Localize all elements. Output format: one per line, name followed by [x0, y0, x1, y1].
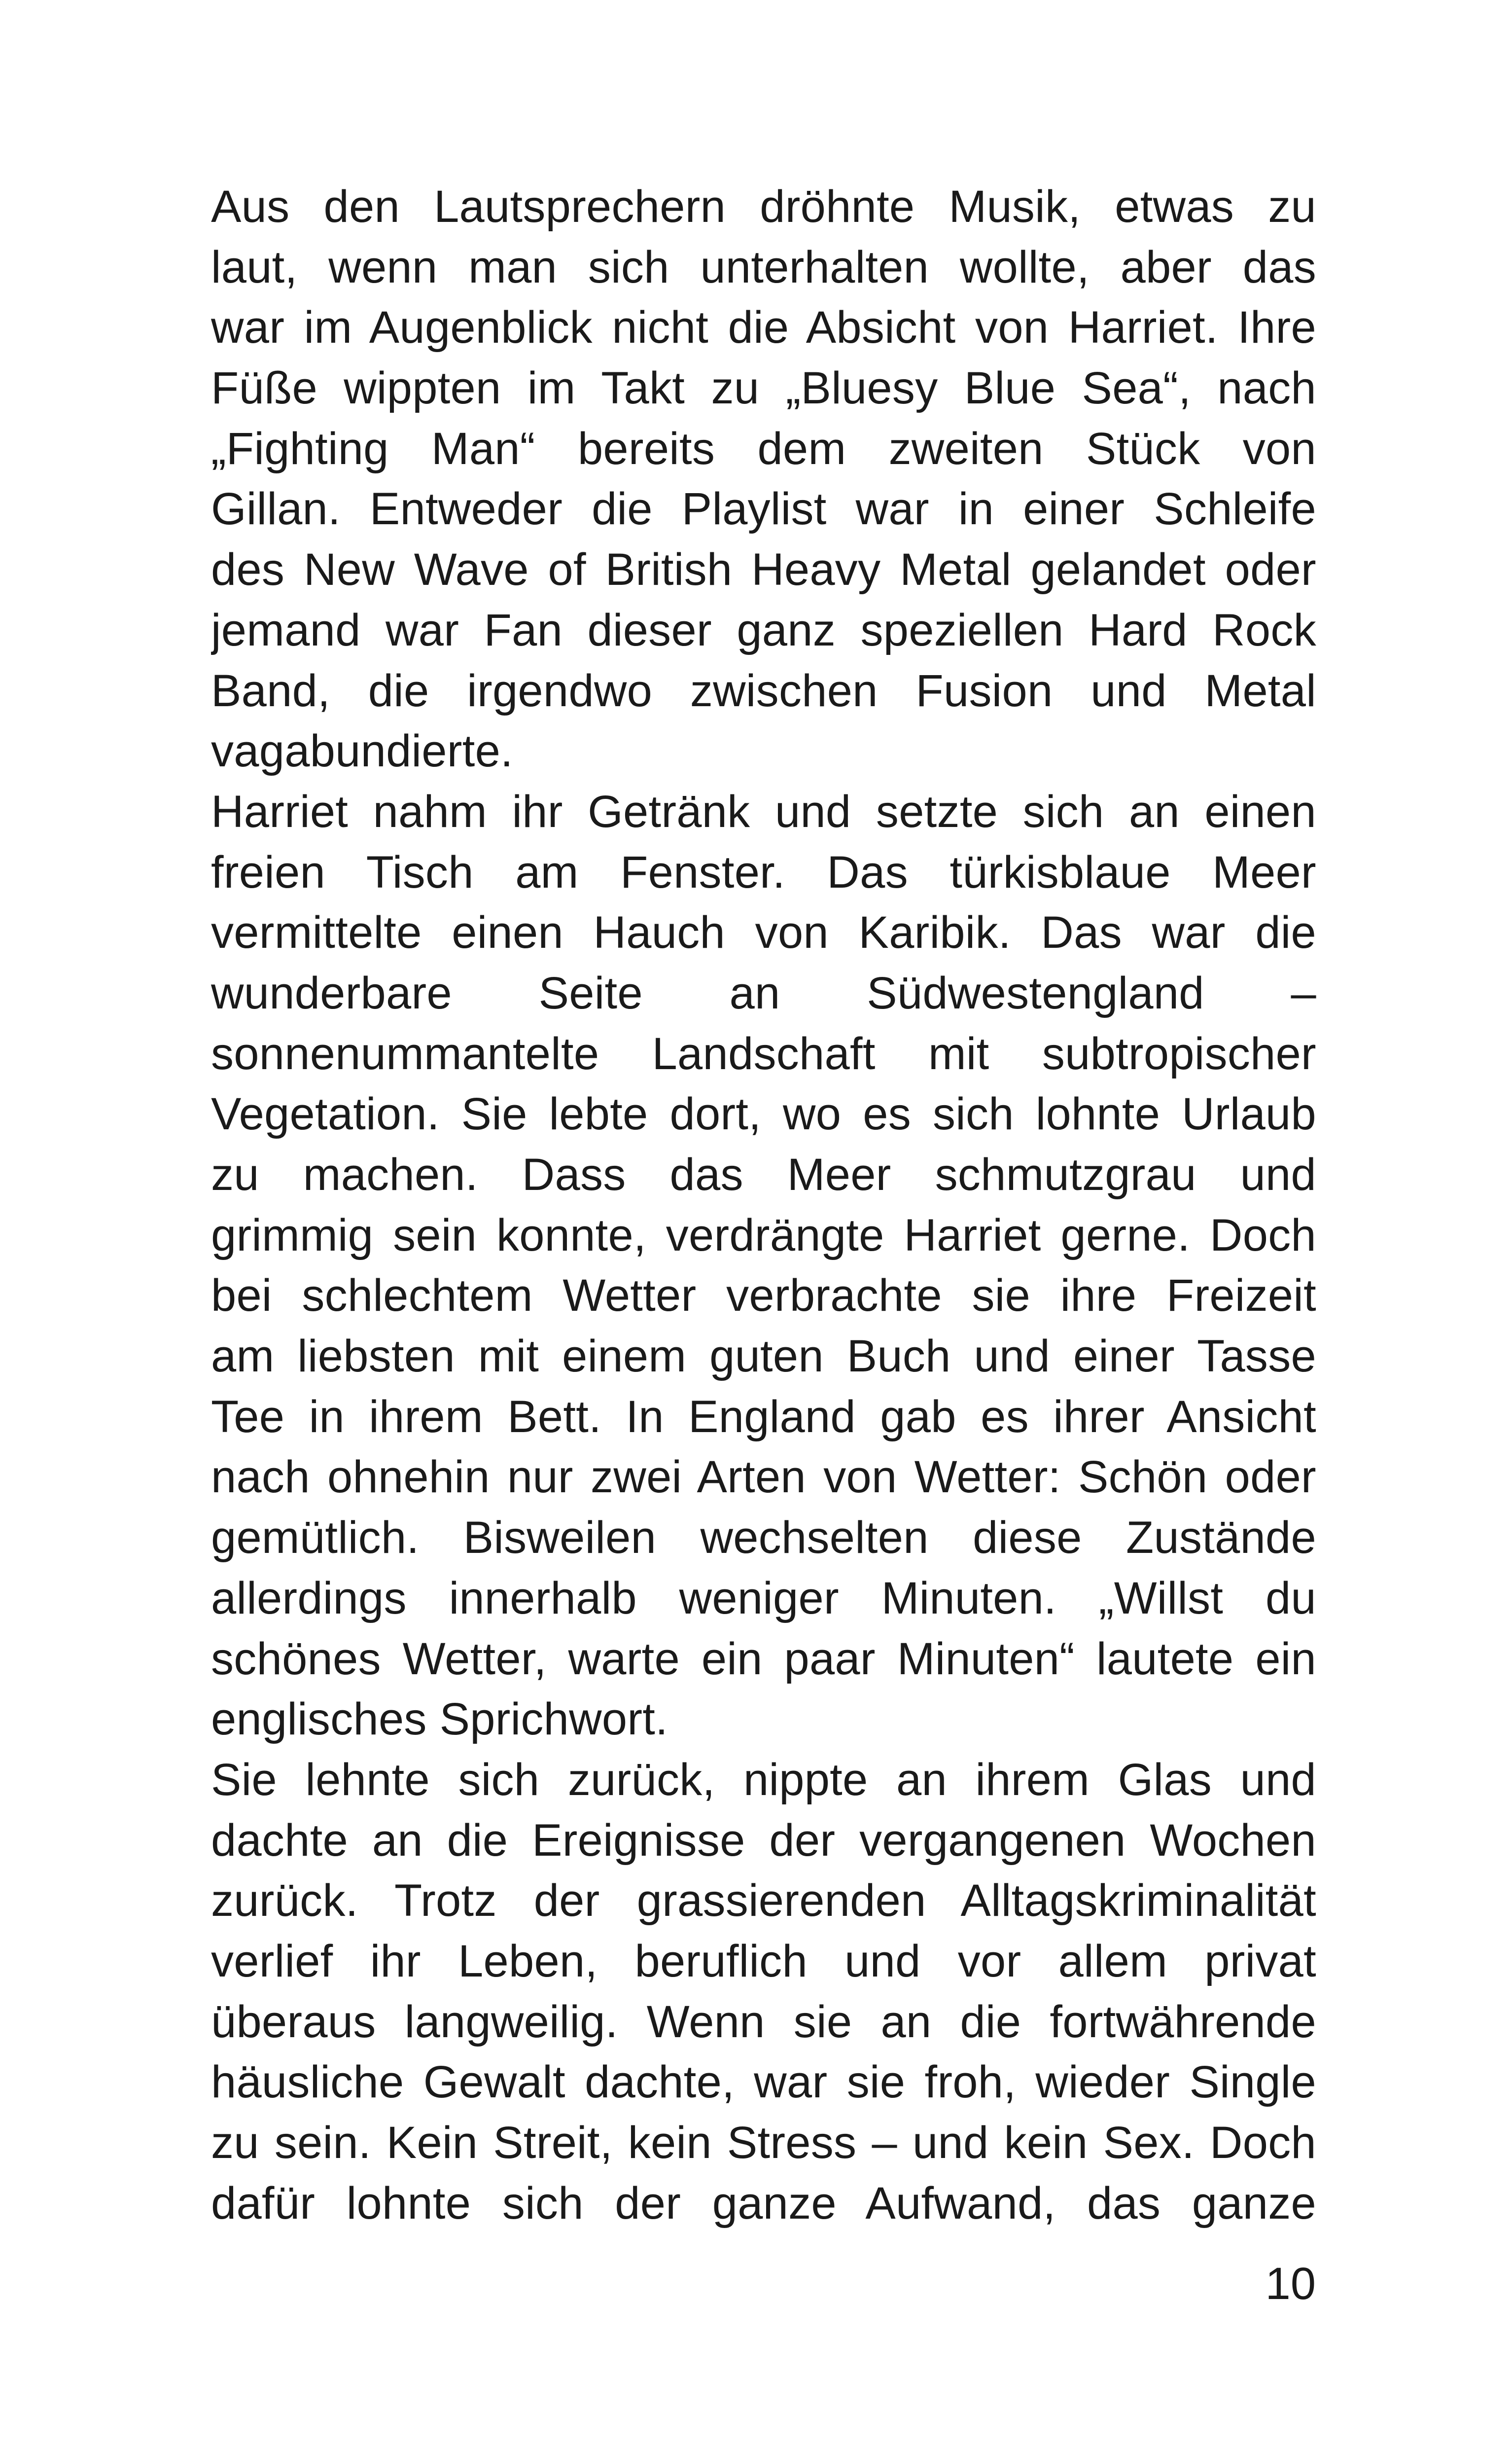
text-line: Harriet nahm ihr Getränk und setzte sich an einen: [211, 786, 1316, 837]
text-line: wunderbare Seite an Südwestengland –: [211, 968, 1316, 1018]
text-line: des New Wave of British Heavy Metal gelandet oder: [211, 544, 1316, 595]
text-line: laut, wenn man sich unterhalten wollte, aber das: [211, 242, 1316, 292]
text-line: Aus den Lautsprechern dröhnte Musik, etwas zu: [211, 181, 1316, 232]
text-line: war im Augenblick nicht die Absicht von Harriet. Ihre: [211, 302, 1316, 353]
text-line: Tee in ihrem Bett. In England gab es ihrer Ansicht: [211, 1391, 1316, 1442]
text-line: häusliche Gewalt dachte, war sie froh, wieder Single: [211, 2057, 1316, 2108]
text-line: vermittelte einen Hauch von Karibik. Das war die: [211, 907, 1316, 958]
text-line: gemütlich. Bisweilen wechselten diese Zustände: [211, 1512, 1316, 1563]
text-line: dafür lohnte sich der ganze Aufwand, das ganze: [211, 2178, 1316, 2229]
text-line: zu sein. Kein Streit, kein Stress – und kein Sex. Doch: [211, 2118, 1316, 2168]
text-line: nach ohnehin nur zwei Arten von Wetter: Schön oder: [211, 1452, 1316, 1503]
text-line: Vegetation. Sie lebte dort, wo es sich lohnte Urlaub: [211, 1089, 1316, 1140]
body-text: [211, 177, 1316, 2233]
text-line: englisches Sprichwort.: [211, 1694, 668, 1745]
text-line: freien Tisch am Fenster. Das türkisblaue Meer: [211, 847, 1316, 898]
text-line: jemand war Fan dieser ganz speziellen Hard Rock: [211, 605, 1316, 655]
text-line: überaus langweilig. Wenn sie an die fortwährende: [211, 1996, 1316, 2047]
text-line: vagabundierte.: [211, 726, 513, 777]
text-line: verlief ihr Leben, beruflich und vor allem privat: [211, 1936, 1316, 1986]
text-line: Füße wippten im Takt zu „Bluesy Blue Sea“, nach: [211, 363, 1316, 414]
text-line: „Fighting Man“ bereits dem zweiten Stück von: [211, 423, 1316, 474]
text-line: sonnenummantelte Landschaft mit subtropischer: [211, 1028, 1316, 1079]
page-number: 10: [1265, 2259, 1316, 2309]
text-line: allerdings innerhalb weniger Minuten. „Willst du: [211, 1573, 1316, 1623]
text-line: dachte an die Ereignisse der vergangenen Wochen: [211, 1815, 1316, 1866]
text-line: zu machen. Dass das Meer schmutzgrau und: [211, 1150, 1316, 1200]
text-line: Band, die irgendwo zwischen Fusion und Metal: [211, 665, 1316, 716]
text-line: grimmig sein konnte, verdrängte Harriet gerne. Doch: [211, 1210, 1316, 1260]
text-line: am liebsten mit einem guten Buch und einer Tasse: [211, 1331, 1316, 1382]
text-line: bei schlechtem Wetter verbrachte sie ihre Freizeit: [211, 1270, 1316, 1321]
text-line: schönes Wetter, warte ein paar Minuten“ lautete ein: [211, 1633, 1316, 1684]
text-line: Gillan. Entweder die Playlist war in einer Schleife: [211, 484, 1316, 535]
text-line: zurück. Trotz der grassierenden Alltagskriminalität: [211, 1875, 1316, 1926]
text-line: Sie lehnte sich zurück, nippte an ihrem Glas und: [211, 1754, 1316, 1805]
